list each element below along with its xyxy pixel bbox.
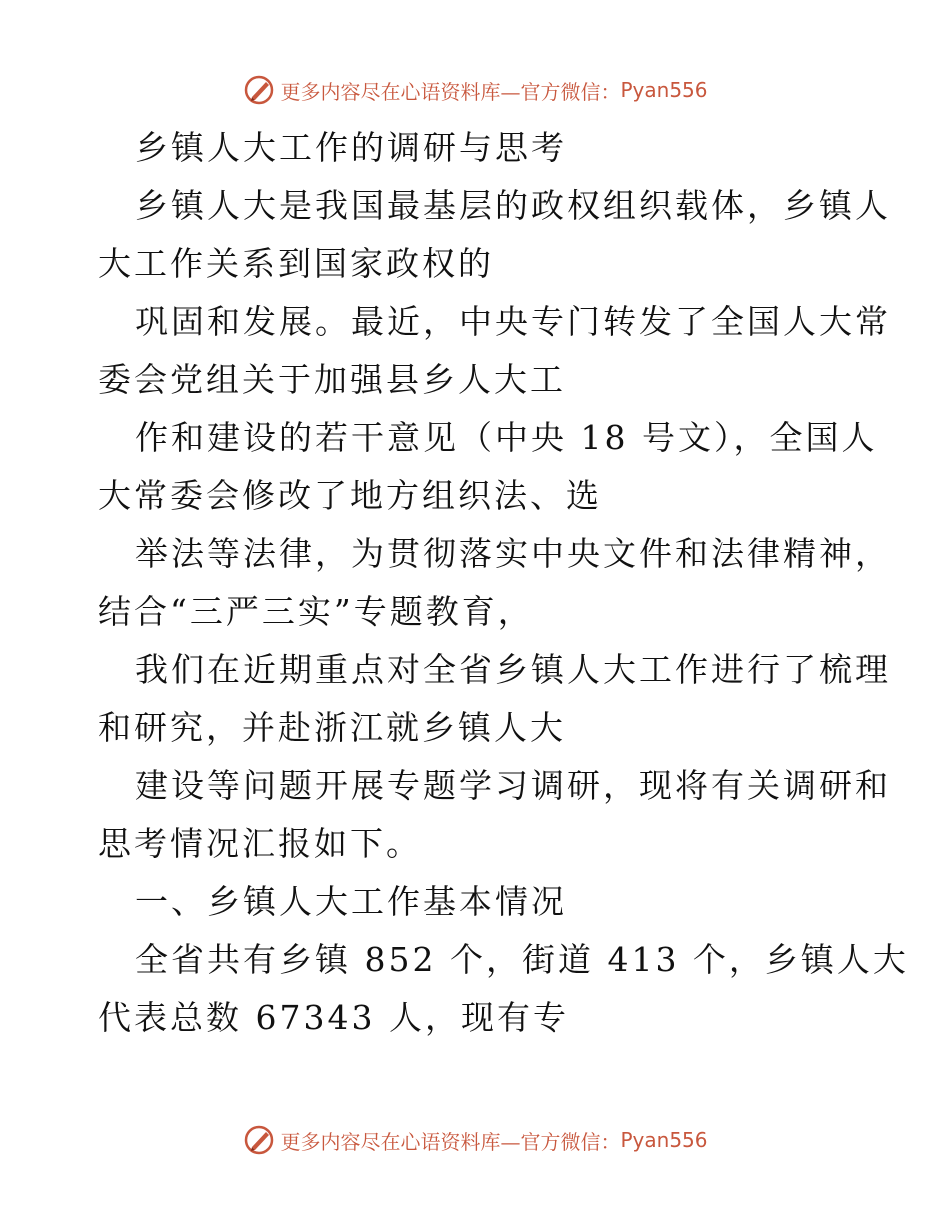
pen-logo-icon (242, 1123, 276, 1157)
paragraph-line: 结合“三严三实”专题教育， (98, 592, 534, 631)
paragraph-line: 和研究，并赴浙江就乡镇人大 (98, 708, 566, 747)
paragraph-line: 建设等问题开展专题学习调研，现将有关调研和 (135, 766, 891, 805)
watermark-wechat-id: Pyan556 (620, 1128, 708, 1152)
paragraph-line: 作和建设的若干意见（中央 18 号文），全国人 (135, 418, 878, 457)
section-heading: 一、乡镇人大工作基本情况 (135, 882, 567, 921)
watermark-wechat-id: Pyan556 (620, 78, 708, 102)
watermark-footer (0, 1120, 950, 1160)
paragraph-line: 大工作关系到国家政权的 (98, 244, 494, 283)
paragraph-line: 巩固和发展。最近，中央专门转发了全国人大常 (135, 302, 891, 341)
watermark-text: 更多内容尽在心语资料库—官方微信： (280, 1129, 621, 1154)
paragraph-line: 大常委会修改了地方组织法、选 (98, 476, 602, 515)
paragraph-line: 举法等法律，为贯彻落实中央文件和法律精神， (135, 534, 891, 573)
watermark-header (0, 70, 950, 110)
paragraph-line: 乡镇人大是我国最基层的政权组织载体，乡镇人 (135, 186, 891, 225)
paragraph-line: 代表总数 67343 人，现有专 (98, 998, 569, 1037)
pen-logo-icon (242, 73, 276, 107)
paragraph-line: 思考情况汇报如下。 (98, 824, 422, 863)
watermark-text: 更多内容尽在心语资料库—官方微信： (280, 79, 621, 104)
paragraph-line: 我们在近期重点对全省乡镇人大工作进行了梳理 (135, 650, 891, 689)
paragraph-line: 全省共有乡镇 852 个，街道 413 个，乡镇人大 (135, 940, 909, 979)
paragraph-line: 委会党组关于加强县乡人大工 (98, 360, 566, 399)
document-title: 乡镇人大工作的调研与思考 (135, 128, 567, 167)
